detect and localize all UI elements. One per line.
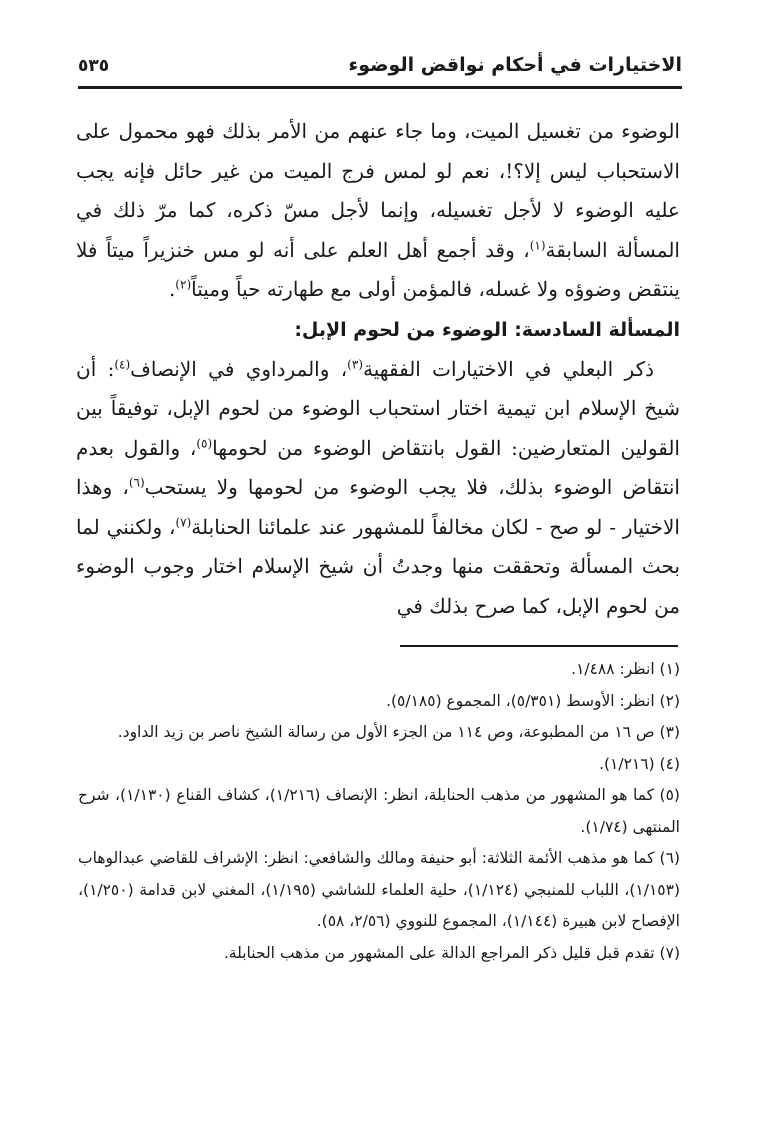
footnotes — [78, 654, 680, 969]
para2-text-f: ، ولكنني لما بحث المسألة وتحققت منها وجدتُ أن شيخ الإسلام اختار وجوب الوضوء من لحوم الإبل، كما صرح بذلك في — [76, 514, 680, 618]
footnote-5: (٥) كما هو المشهور من مذهب الحنابلة، انظر: الإنصاف (١/٢١٦)، كشاف القناع (١/١٣٠)، شرح المنتهى (١/٧٤). — [78, 786, 680, 836]
footnote-4: (٤) (١/٢١٦). — [599, 754, 680, 773]
footnote-6: (٦) كما هو مذهب الأئمة الثلاثة: أبو حنيفة ومالك والشافعي: انظر: الإشراف للقاضي عبدالوهاب (١/١٥٣)، اللباب للمنبجي (١/١٢٤)، حلية العلماء للشاشي (١/١٩٥)، المغني لابن قدامة (١/٢٥٠)، الإفصاح لابن هبيرة (١/١٤٤)، المجموع للنووي (٢/٥٦، ٥٨). — [78, 849, 680, 930]
section-heading: المسألة السادسة: الوضوء من لحوم الإبل: — [294, 318, 680, 341]
running-title: الاختيارات في أحكام نواقض الوضوء — [348, 54, 682, 76]
para2-text-c: : أن شيخ الإسلام ابن تيمية اختار استحباب الوضوء من لحوم الإبل، توفيقاً بين القولين المتعارضين: القول بانتقاض الوضوء من لحومها — [76, 356, 680, 460]
paragraph-1 — [76, 112, 680, 310]
paragraph-2 — [76, 350, 680, 627]
para2-text-d: ، والقول بعدم انتقاض الوضوء بذلك، فلا يجب الوضوء من لحومها ولا يستحب — [76, 435, 680, 499]
footnote-ref-2: (٢) — [175, 277, 192, 292]
footnote-ref-7: (٧) — [175, 514, 192, 529]
footnote-ref-4: (٤) — [114, 356, 131, 371]
para1-end: . — [168, 277, 176, 301]
footnote-ref-3: (٣) — [347, 356, 363, 371]
para1-text-b: ، وقد أجمع أهل العلم على أنه لو مس خنزيراً ميتاً فلا ينتقض وضوؤه ولا غسله، فالمؤمن أولى مع طهارته حياً وميتاً — [76, 237, 680, 301]
footnote-2: (٢) انظر: الأوسط (٥/٣٥١)، المجموع (٥/١٨٥). — [386, 691, 680, 710]
para2-text-e: ، وهذا الاختيار - لو صح - لكان مخالفاً للمشهور عند علمائنا الحنابلة — [76, 475, 680, 539]
para1-text: الوضوء من تغسيل الميت، وما جاء عنهم من الأمر بذلك فهو محمول على الاستحباب ليس إلا؟!، نعم لو لمس فرج الميت من غير حائل فإنه يجب عليه الوضوء لا لأجل تغسيله، وإنما لأجل مسّ ذكره، كما مرّ ذلك في المسألة السابقة — [76, 119, 680, 262]
footnote-3: (٣) ص ١٦ من المطبوعة، وص ١١٤ من الجزء الأول من رسالة الشيخ ناصر بن زيد الداود. — [117, 723, 680, 741]
footnote-ref-5: (٥) — [196, 435, 213, 450]
footnote-ref-6: (٦) — [128, 475, 145, 490]
main-text — [76, 112, 680, 626]
footnote-ref-1: (١) — [529, 237, 546, 252]
footnote-7: (٧) تقدم قبل قليل ذكر المراجع الدالة على المشهور من مذهب الحنابلة. — [223, 943, 680, 962]
header-rule — [78, 86, 682, 89]
page-number: ٥٣٥ — [78, 56, 110, 76]
page-header — [78, 52, 682, 86]
para2-text-a: ذكر البعلي في الاختيارات الفقهية — [363, 356, 654, 381]
footnote-1: (١) انظر: ١/٤٨٨. — [571, 660, 680, 678]
footnote-separator — [400, 645, 678, 647]
para2-text-b: ، والمرداوي في الإنصاف — [130, 356, 348, 381]
